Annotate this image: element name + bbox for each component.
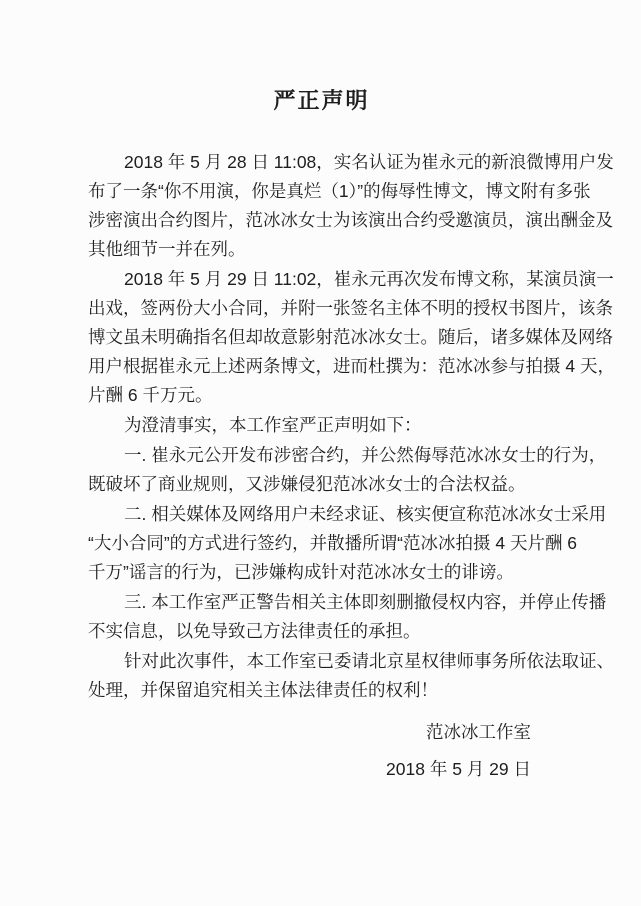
signature: 范冰冰工作室 <box>426 722 531 742</box>
statement-item-3 <box>88 588 607 646</box>
paragraph-3 <box>88 411 555 440</box>
statement-line: 其他细节一并在列。 <box>88 239 246 259</box>
statement-line: 处理，并保留追究相关主体法律责任的权利！ <box>88 680 438 700</box>
statement-item-2 <box>88 500 607 587</box>
statement-line: 片酬 6 千万元。 <box>88 385 213 405</box>
statement-line: 一. 崔永元公开发布涉密合约，并公然侮辱范冰冰女士的行为， <box>124 445 607 465</box>
paragraph-1 <box>88 148 614 264</box>
statement-line: 三. 本工作室严正警告相关主体即刻删撤侵权内容，并停止传播 <box>124 592 607 612</box>
statement-date: 2018 年 5 月 29 日 <box>386 759 531 779</box>
statement-item-1 <box>88 441 607 499</box>
statement-line: 布了一条“你不用演，你是真烂（1）”的侮辱性博文，博文附有多张 <box>88 181 591 201</box>
signature-block <box>88 718 555 784</box>
statement-line: 针对此次事件，本工作室已委请北京星权律师事务所依法取证、 <box>124 651 614 671</box>
statement-title: 严正声明 <box>273 88 370 113</box>
statement-line: 2018 年 5 月 28 日 11:08，实名认证为崔永元的新浪微博用户发 <box>124 152 614 172</box>
statement-line: 博文虽未明确指名但却故意影射范冰冰女士。随后，诸多媒体及网络 <box>88 327 613 347</box>
statement-line: 2018 年 5 月 29 日 11:02，崔永元再次发布博文称，某演员演一 <box>124 269 614 289</box>
statement-line: 为澄清事实，本工作室严正声明如下： <box>124 415 422 435</box>
statement-line: 用户根据崔永元上述两条博文，进而杜撰为：范冰冰参与拍摄 4 天， <box>88 356 615 376</box>
statement-line: 出戏，签两份大小合同，并附一张签名主体不明的授权书图片，该条 <box>88 298 613 318</box>
statement-line: 涉密演出合约图片，范冰冰女士为该演出合约受邀演员，演出酬金及 <box>88 210 613 230</box>
closing-paragraph <box>88 647 614 705</box>
statement-line: 不实信息，以免导致己方法律责任的承担。 <box>88 621 421 641</box>
statement-line: 二. 相关媒体及网络用户未经求证、核实便宣称范冰冰女士采用 <box>124 504 607 524</box>
paragraph-2 <box>88 265 615 410</box>
statement-line: “大小合同”的方式进行签约，并散播所谓“范冰冰拍摄 4 天片酬 6 <box>88 533 578 553</box>
statement-line: 千万”谣言的行为，已涉嫌构成针对范冰冰女士的诽谤。 <box>88 562 514 582</box>
statement-line: 既破坏了商业规则，又涉嫌侵犯范冰冰女士的合法权益。 <box>88 474 526 494</box>
